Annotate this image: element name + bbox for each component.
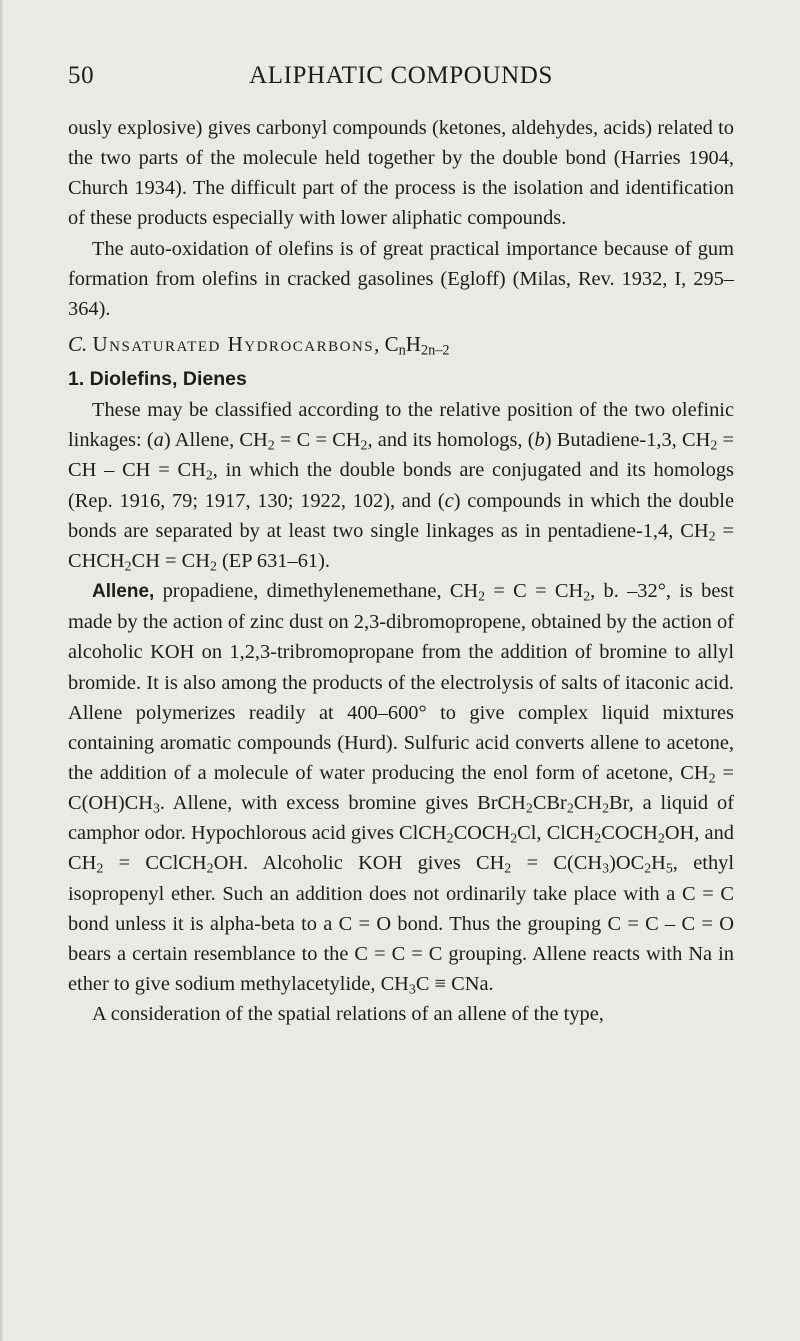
term-allene: Allene, [92, 581, 155, 603]
page-edge-shadow [0, 0, 4, 1341]
paragraph-4 [68, 576, 734, 999]
subsection-heading: 1. Diolefins, Dienes [68, 368, 247, 391]
section-title: Unsaturated Hydrocarbons [92, 332, 375, 357]
section-formula: $C_nH_{2n-2}$ [384, 332, 450, 359]
paragraph-1: ously explosive) gives carbonyl compounds (ketones, aldehydes, acids) related to the two parts of the molecule held together by the double bond (Harries 1904, Church 1934). The difficult part of the process is the isolation and identification of these products especially with lower aliphatic compounds. [68, 117, 734, 230]
page-header [68, 62, 734, 96]
running-title: ALIPHATIC COMPOUNDS [249, 62, 553, 89]
page-body [68, 113, 734, 1029]
paragraph-2: The auto-oxidation of olefins is of great practical importance because of gum formation from olefins in cracked gasolines (Egloff) (Milas, Rev. 1932, I, 295–364). [68, 237, 734, 320]
section-heading: C. Unsaturated Hydrocarbons, $C_nH_{2n-2}$ [68, 332, 450, 359]
paragraph-5: A consideration of the spatial relations of an allene of the type, [92, 1003, 604, 1026]
section-letter: C. [68, 332, 88, 357]
paragraph-4-text: propadiene, dimethylenemethane, $CH_2 = C = CH_2$, b. –32°, is best made by the action of zinc dust on 2,3-dibromopropene, obtained by the action of alcoholic KOH on 1,2,3-tribromopropane from the addition of bromine to allyl bromide. It is also among the products of the electrolysis of salts of itaconic acid. Allene polymerizes readily at 400–600° to give complex liquid mixtures containing aromatic compounds (Hurd). Sulfuric acid converts allene to acetone, the addition of a molecule of water producing the enol form of acetone, $CH_2 = C(OH)CH_3$. Allene, with excess bromine gives $BrCH_2CBr_2CH_2Br$, a liquid of camphor odor. Hypochlorous acid gives $ClCH_2COCH_2Cl$, $ClCH_2COCH_2OH$, and $CH_2$ = CClCH$_2$OH. Alcoholic KOH gives $CH_2 = C(CH_3)OC_2H_5$, ethyl isopropenyl ether. Such an addition does not ordinarily take place with a C = C bond unless it is alpha-beta to a C = O bond. Thus the grouping C = C – C = O bears a certain resemblance to the C = C = C grouping. Allene reacts with Na in ether to give sodium methylacetylide, $CH_3C$ ≡ CNa. [68, 580, 735, 998]
paragraph-3: These may be classified according to the relative position of the two olefinic linkages: (a) Allene, $CH_2 = C = CH_2$, and its homologs, (b) Butadiene-1,3, $CH_2$ = CH – CH = $CH_2$, in which the double bonds are conjugated and its homologs (Rep. 1916, 79; 1917, 130; 1922, 102), and (c) compounds in which the double bonds are separated by at least two single linkages as in pentadiene-1,4, $CH_2$ = $CHCH_2CH = CH_2$ (EP 631–61). [68, 399, 735, 575]
page-number: 50 [68, 62, 95, 89]
